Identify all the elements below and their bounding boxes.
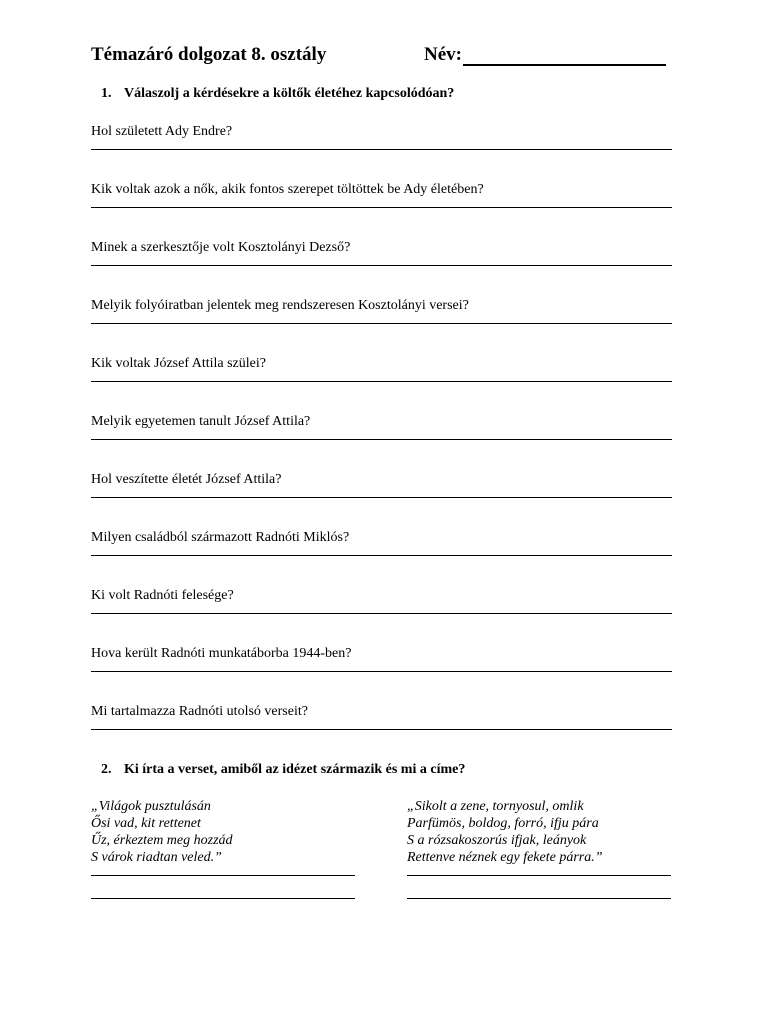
section-1-title: Válaszolj a kérdésekre a költők életéhez kapcsolódóan? [124, 86, 455, 101]
question-3 [91, 240, 672, 266]
title-answer-line[interactable] [91, 898, 355, 899]
question-text: Hol veszítette életét József Attila? [91, 472, 282, 487]
answer-line[interactable] [91, 265, 672, 266]
section-2-heading [101, 762, 465, 778]
question-text: Hol született Ady Endre? [91, 124, 233, 139]
question-4 [91, 298, 672, 324]
answer-line[interactable] [91, 613, 672, 614]
question-6 [91, 414, 672, 440]
section-1-number: 1. [101, 86, 112, 101]
answer-line[interactable] [91, 149, 672, 150]
quote-line: Rettenve néznek egy fekete párra.” [407, 850, 603, 865]
question-11 [91, 704, 672, 730]
section-1-heading [101, 86, 454, 102]
name-field [424, 44, 666, 66]
section-2-number: 2. [101, 762, 112, 777]
question-1 [91, 124, 672, 150]
question-text: Kik voltak József Attila szülei? [91, 356, 266, 371]
question-text: Mi tartalmazza Radnóti utolsó verseit? [91, 704, 308, 719]
title-answer-line[interactable] [407, 898, 671, 899]
question-2 [91, 182, 672, 208]
quote-line: Parfümös, boldog, forró, ifju pára [407, 816, 599, 831]
quote-line: „Sikolt a zene, tornyosul, omlik [407, 799, 584, 814]
quote-left [91, 798, 355, 899]
page-header [91, 44, 672, 68]
question-text: Melyik folyóiratban jelentek meg rendszeresen Kosztolányi versei? [91, 298, 469, 313]
question-text: Milyen családból származott Radnóti Miklós? [91, 530, 350, 545]
answer-line[interactable] [91, 555, 672, 556]
answer-line[interactable] [91, 323, 672, 324]
quote-right [407, 798, 671, 899]
answer-line[interactable] [91, 671, 672, 672]
question-9 [91, 588, 672, 614]
section-2-title: Ki írta a verset, amiből az idézet származik és mi a címe? [124, 762, 466, 777]
name-answer-line[interactable] [463, 48, 666, 66]
name-label: Név: [424, 44, 462, 65]
quote-line: Ősi vad, kit rettenet [91, 816, 201, 831]
question-text: Minek a szerkesztője volt Kosztolányi Dezső? [91, 240, 351, 255]
answer-line[interactable] [91, 729, 672, 730]
answer-line[interactable] [91, 439, 672, 440]
author-answer-line[interactable] [91, 875, 355, 876]
question-10 [91, 646, 672, 672]
answer-line[interactable] [91, 207, 672, 208]
quote-line: S a rózsakoszorús ifjak, leányok [407, 833, 587, 848]
author-answer-line[interactable] [407, 875, 671, 876]
quote-line: Űz, érkeztem meg hozzád [91, 833, 233, 848]
question-text: Melyik egyetemen tanult József Attila? [91, 414, 311, 429]
answer-line[interactable] [91, 497, 672, 498]
question-text: Ki volt Radnóti felesége? [91, 588, 234, 603]
question-text: Hova került Radnóti munkatáborba 1944-ben? [91, 646, 352, 661]
question-5 [91, 356, 672, 382]
question-7 [91, 472, 672, 498]
page-title: Témazáró dolgozat 8. osztály [91, 44, 327, 65]
quote-line: S várok riadtan veled.” [91, 850, 222, 865]
answer-line[interactable] [91, 381, 672, 382]
quote-line: „Világok pusztulásán [91, 799, 211, 814]
question-text: Kik voltak azok a nők, akik fontos szerepet töltöttek be Ady életében? [91, 182, 484, 197]
question-8 [91, 530, 672, 556]
